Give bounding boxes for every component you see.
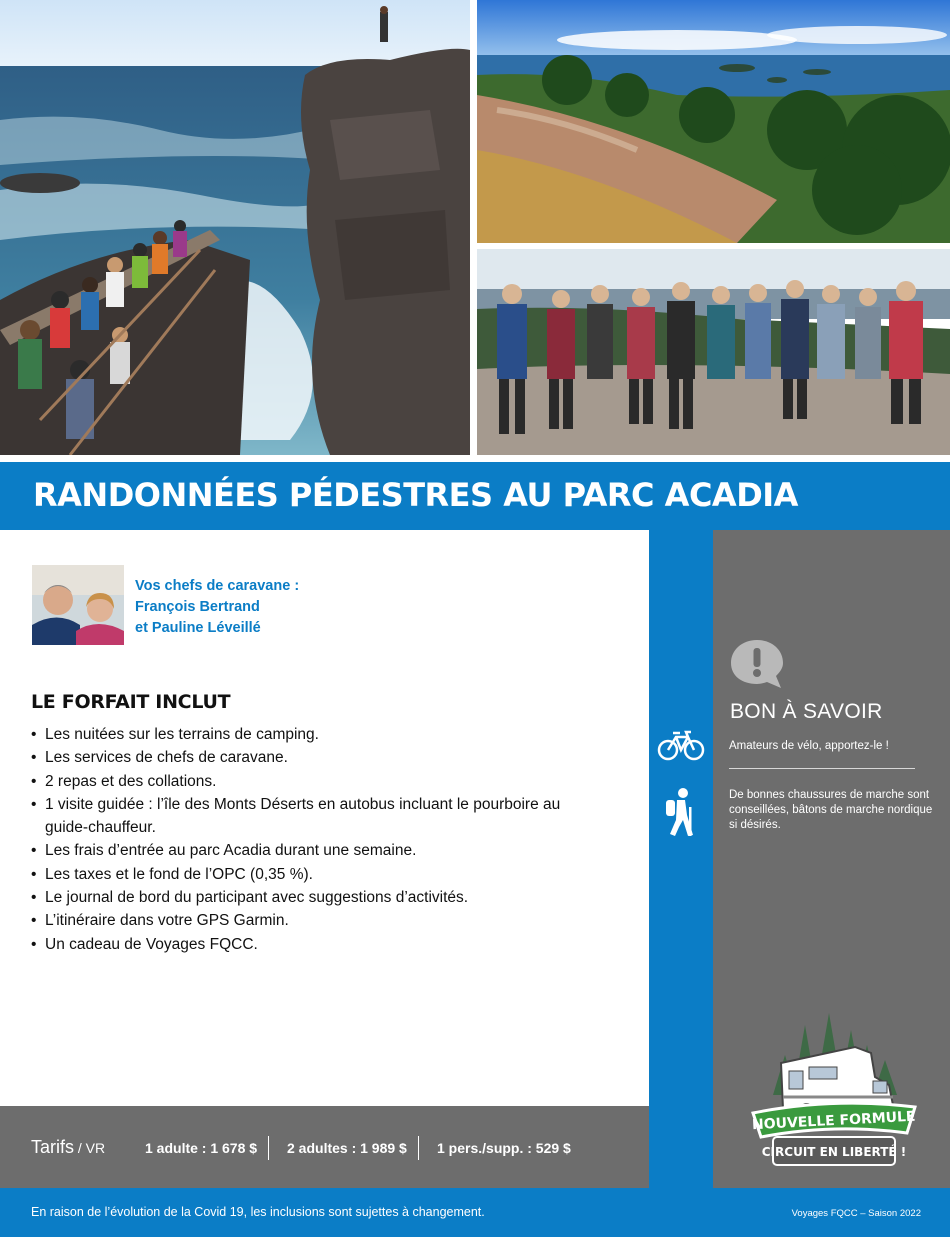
leaders-name-2: et Pauline Léveillé xyxy=(135,620,261,636)
tarifs-label-text: Tarifs xyxy=(31,1137,75,1157)
forfait-item: • Un cadeau de Voyages FQCC. xyxy=(31,933,591,956)
bon-a-savoir-title: BON À SAVOIR xyxy=(730,700,883,723)
bon-a-savoir-panel xyxy=(713,530,950,1188)
forfait-item: • Les nuitées sur les terrains de camping. xyxy=(31,723,591,746)
page-title: RANDONNÉES PÉDESTRES AU PARC ACADIA xyxy=(33,476,798,514)
hiker-icon xyxy=(663,787,697,837)
info-bubble-icon xyxy=(729,638,785,690)
covid-disclaimer: En raison de l’évolution de la Covid 19, les inclusions sont sujettes à changement. xyxy=(31,1205,485,1219)
forfait-item: • Le journal de bord du participant avec suggestions d’activités. xyxy=(31,886,591,909)
photo-cadillac-view xyxy=(477,0,950,243)
photo-hiking-group xyxy=(477,249,950,455)
forfait-item: • Les services de chefs de caravane. xyxy=(31,746,591,769)
forfait-item: • Les taxes et le fond de l’OPC (0,35 %). xyxy=(31,863,591,886)
tarifs-bar xyxy=(0,1106,649,1188)
title-band xyxy=(0,462,950,530)
icon-column xyxy=(649,530,713,1188)
price-extra-person: 1 pers./supp. : 529 $ xyxy=(437,1140,571,1156)
leaders-heading: Vos chefs de caravane : xyxy=(135,578,300,594)
footer xyxy=(0,1188,950,1237)
forfait-item: • 2 repas et des collations. xyxy=(31,770,591,793)
leaders-info xyxy=(135,576,299,639)
forfait-list xyxy=(31,723,591,956)
leaders-photo xyxy=(32,565,124,645)
photo-thunder-hole-cliff xyxy=(0,0,470,455)
leaders-name-1: François Bertrand xyxy=(135,599,260,615)
price-separator xyxy=(268,1136,269,1160)
forfait-item: • Les frais d’entrée au parc Acadia durant une semaine. xyxy=(31,839,591,862)
forfait-item: • 1 visite guidée : l’île des Monts Déserts en autobus incluant le pourboire au guide-chauffeur. xyxy=(31,793,591,840)
tarifs-label xyxy=(31,1137,105,1158)
nouvelle-formule-badge xyxy=(743,985,923,1170)
bicycle-icon xyxy=(657,728,705,762)
forfait-item: • L’itinéraire dans votre GPS Garmin. xyxy=(31,909,591,932)
price-one-adult: 1 adulte : 1 678 $ xyxy=(145,1140,258,1156)
badge-line-2: CIRCUIT EN LIBERTÉ ! xyxy=(761,1145,907,1159)
bon-a-savoir-chaussures: De bonnes chaussures de marche sont conseillées, bâtons de marche nordique si désirés. xyxy=(729,789,933,831)
forfait-heading: LE FORFAIT INCLUT xyxy=(31,691,231,713)
price-two-adults: 2 adultes : 1 989 $ xyxy=(287,1140,407,1156)
footer-credit: Voyages FQCC – Saison 2022 xyxy=(791,1208,921,1219)
tarifs-label-sub: / VR xyxy=(74,1140,106,1156)
badge-line-1: NOUVELLE FORMULE xyxy=(751,1108,916,1134)
bon-a-savoir-velo: Amateurs de vélo, apportez-le ! xyxy=(729,740,889,752)
price-separator xyxy=(418,1136,419,1160)
divider xyxy=(729,768,915,769)
